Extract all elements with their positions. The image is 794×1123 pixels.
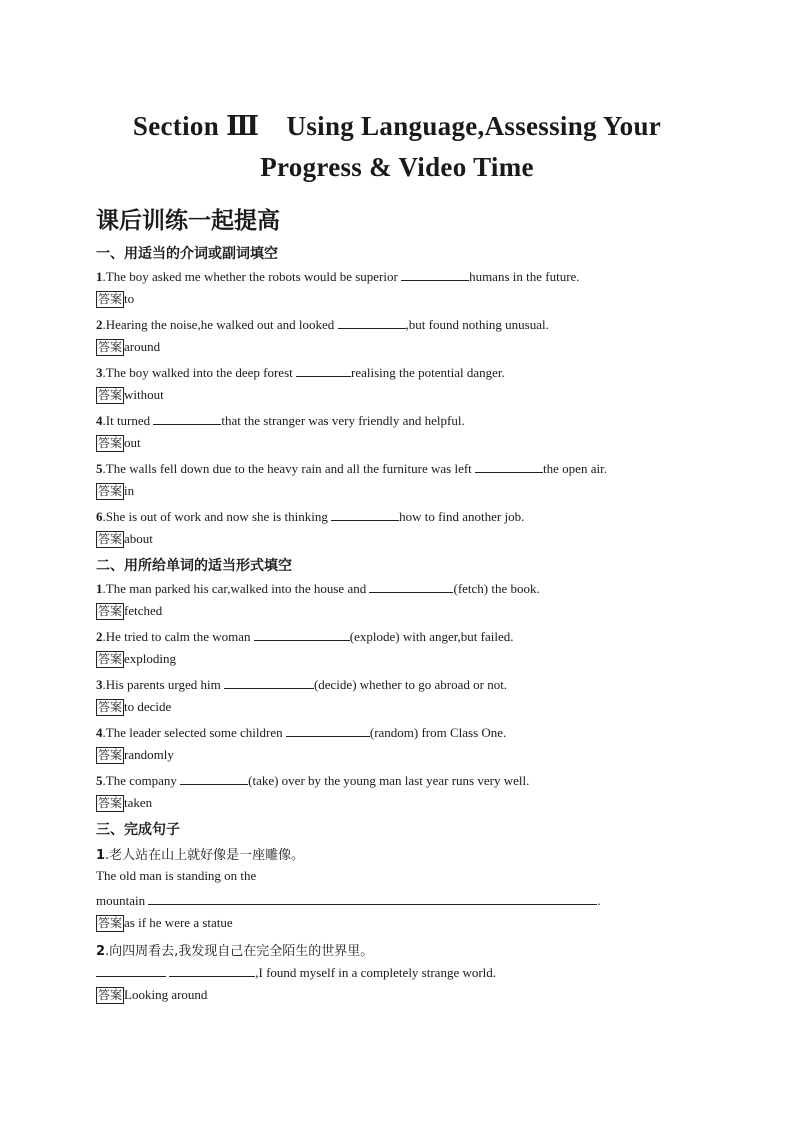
title-line-2: Progress & Video Time: [260, 152, 534, 182]
answer-tag: 答案: [98, 916, 123, 930]
answer-tag: 答案: [98, 292, 123, 306]
answer-blank[interactable]: [254, 628, 350, 641]
answer-blank[interactable]: [169, 964, 255, 977]
answer-1-5: 答案 in: [98, 483, 135, 498]
answer-tag: 答案: [98, 388, 123, 402]
question-3-1-prompt: 1.老人站在山上就好像是一座雕像。: [96, 848, 305, 863]
answer-3-1: 答案 as if he were a statue: [98, 915, 233, 930]
answer-tag: 答案: [98, 988, 123, 1002]
answer-blank[interactable]: [338, 316, 406, 329]
question-1-6: 6.She is out of work and now she is thinking how to find another job.: [96, 509, 525, 524]
answer-blank[interactable]: [475, 460, 543, 473]
question-1-1: 1.The boy asked me whether the robots would be superior humans in the future.: [96, 269, 580, 284]
answer-blank[interactable]: [224, 676, 314, 689]
question-2-2: 2.He tried to calm the woman (explode) with anger,but failed.: [96, 629, 514, 644]
answer-blank[interactable]: [153, 412, 221, 425]
question-2-5: 5.The company (take) over by the young man last year runs very well.: [96, 773, 530, 788]
answer-1-1: 答案 to: [98, 291, 135, 306]
part3-heading: 三、完成句子: [96, 822, 180, 838]
answer-1-2: 答案 around: [98, 339, 161, 354]
part1-heading: 一、用适当的介词或副词填空: [96, 246, 278, 262]
question-2-3: 3.His parents urged him (decide) whether to go abroad or not.: [96, 677, 508, 692]
question-1-2: 2.Hearing the noise,he walked out and looked ,but found nothing unusual.: [96, 317, 549, 332]
question-3-2-line1: ,I found myself in a completely strange world.: [96, 964, 496, 981]
question-1-4: 4.It turned that the stranger was very friendly and helpful.: [96, 413, 465, 428]
question-2-1: 1.The man parked his car,walked into the house and (fetch) the book.: [96, 581, 540, 596]
subtitle: 课后训练一起提高: [96, 208, 280, 234]
answer-blank[interactable]: [148, 892, 597, 905]
answer-2-1: 答案 fetched: [98, 603, 163, 618]
answer-blank[interactable]: [369, 580, 453, 593]
question-3-1-line1: The old man is standing on the: [96, 868, 257, 883]
answer-tag: 答案: [98, 748, 123, 762]
answer-tag: 答案: [98, 700, 123, 714]
answer-1-4: 答案 out: [98, 435, 141, 450]
answer-tag: 答案: [98, 796, 123, 810]
answer-tag: 答案: [98, 340, 123, 354]
question-3-2-prompt: 2.向四周看去,我发现自己在完全陌生的世界里。: [96, 944, 374, 959]
answer-blank[interactable]: [296, 364, 351, 377]
title-line-1: Section Ⅲ Using Language,Assessing Your: [132, 111, 662, 141]
answer-tag: 答案: [98, 484, 123, 498]
answer-tag: 答案: [98, 604, 123, 618]
answer-tag: 答案: [98, 532, 123, 546]
answer-blank[interactable]: [96, 964, 166, 977]
answer-tag: 答案: [98, 652, 123, 666]
answer-2-4: 答案 randomly: [98, 747, 174, 762]
answer-1-3: 答案 without: [98, 387, 164, 402]
answer-blank[interactable]: [401, 268, 469, 281]
question-1-5: 5.The walls fell down due to the heavy rain and all the furniture was left the open air.: [96, 461, 607, 476]
question-1-3: 3.The boy walked into the deep forest realising the potential danger.: [96, 365, 505, 380]
question-2-4: 4.The leader selected some children (random) from Class One.: [96, 725, 507, 740]
answer-blank[interactable]: [286, 724, 370, 737]
part2-heading: 二、用所给单词的适当形式填空: [96, 558, 292, 574]
answer-2-3: 答案 to decide: [98, 699, 172, 714]
answer-blank[interactable]: [331, 508, 399, 521]
answer-blank[interactable]: [180, 772, 248, 785]
answer-3-2: 答案 Looking around: [98, 987, 208, 1002]
answer-tag: 答案: [98, 436, 123, 450]
answer-1-6: 答案 about: [98, 531, 153, 546]
answer-2-2: 答案 exploding: [98, 651, 177, 666]
question-3-1-line2: mountain .: [96, 893, 601, 908]
answer-2-5: 答案 taken: [98, 795, 153, 810]
